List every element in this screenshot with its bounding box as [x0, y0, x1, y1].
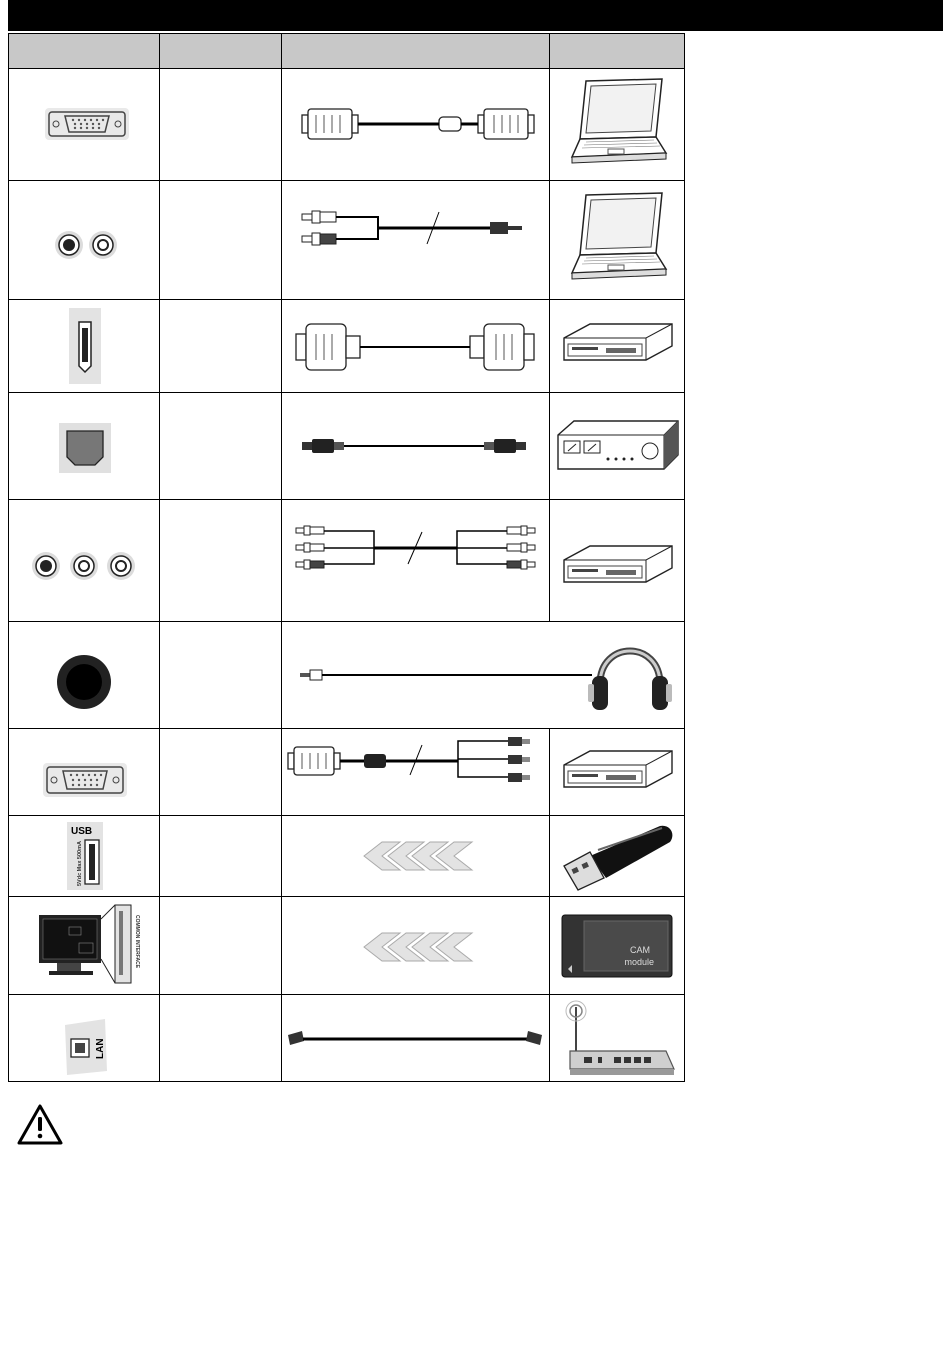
type-cell — [160, 393, 282, 500]
cable-cell — [282, 300, 550, 393]
cable-cell — [282, 897, 550, 995]
cam-label-line1: CAM — [630, 945, 650, 955]
audio-lr-jacks-icon — [9, 181, 159, 299]
table-header-row — [9, 34, 685, 69]
usb-rating-label: 5Vdc Max 500mA — [77, 841, 83, 886]
cable-cell — [282, 181, 550, 300]
column-header-type — [160, 34, 282, 69]
table-row — [9, 622, 685, 729]
tv-port-cell — [9, 181, 160, 300]
type-cell — [160, 69, 282, 181]
tv-port-cell — [9, 897, 160, 995]
device-cell — [550, 181, 685, 300]
ethernet-cable-icon — [282, 995, 549, 1081]
optical-cable-icon — [282, 393, 549, 499]
device-cell — [550, 897, 685, 995]
usb-label: USB — [71, 826, 93, 837]
hdmi-cable-icon — [282, 300, 549, 392]
device-cell — [550, 69, 685, 181]
cable-cell — [282, 995, 550, 1082]
av-jacks-icon — [9, 500, 159, 621]
router-icon — [550, 995, 684, 1081]
cable-cell — [282, 500, 550, 622]
table-row — [9, 729, 685, 816]
column-header-cables — [282, 34, 550, 69]
cable-cell — [282, 393, 550, 500]
laptop-icon — [550, 69, 684, 180]
dvd-player-icon — [550, 500, 684, 621]
table-row — [9, 995, 685, 1082]
type-cell — [160, 300, 282, 393]
type-cell — [160, 897, 282, 995]
table-row — [9, 500, 685, 622]
connection-table — [8, 33, 685, 1082]
usb-port-icon — [9, 816, 159, 896]
device-cell — [550, 300, 685, 393]
optical-port-icon — [9, 393, 159, 499]
column-header-device — [550, 34, 685, 69]
ci-slot-icon — [9, 897, 159, 994]
table-row — [9, 300, 685, 393]
tv-port-cell — [9, 300, 160, 393]
insert-arrows-icon — [282, 897, 549, 994]
table-row — [9, 69, 685, 181]
vga-port-icon — [9, 729, 159, 815]
tv-port-cell — [9, 816, 160, 897]
headphone-jack-icon — [9, 622, 159, 728]
type-cell — [160, 995, 282, 1082]
cable-device-cell — [282, 622, 685, 729]
cable-cell — [282, 69, 550, 181]
lan-label: LAN — [95, 1038, 106, 1059]
rca-to-minijack-cable-icon — [282, 181, 549, 299]
ci-label: COMMON INTERFACE — [134, 915, 140, 969]
table-row — [9, 181, 685, 300]
table-row — [9, 897, 685, 995]
dvd-player-icon — [550, 729, 684, 815]
tv-port-cell — [9, 995, 160, 1082]
headphone-cable-icon — [282, 622, 684, 728]
tv-port-cell — [9, 500, 160, 622]
type-cell — [160, 622, 282, 729]
amplifier-icon — [550, 393, 684, 499]
device-cell — [550, 500, 685, 622]
type-cell — [160, 729, 282, 816]
hdmi-port-icon — [9, 300, 159, 392]
type-cell — [160, 500, 282, 622]
device-cell — [550, 995, 685, 1082]
tv-port-cell — [9, 622, 160, 729]
rca-av-cable-icon — [282, 500, 549, 621]
cam-label-line2: module — [624, 957, 654, 967]
caution-triangle-icon — [16, 1103, 64, 1147]
insert-arrows-icon — [282, 816, 549, 896]
dvd-player-icon — [550, 300, 684, 392]
laptop-icon — [550, 181, 684, 299]
tv-port-cell — [9, 69, 160, 181]
device-cell — [550, 729, 685, 816]
vga-cable-icon — [282, 69, 549, 180]
cam-module-icon — [550, 897, 684, 994]
lan-port-icon — [9, 995, 159, 1081]
headphones-icon — [588, 651, 672, 710]
device-cell — [550, 816, 685, 897]
cable-cell — [282, 816, 550, 897]
cable-cell — [282, 729, 550, 816]
vga-to-component-cable-icon — [282, 729, 549, 815]
table-row — [9, 816, 685, 897]
table-row — [9, 393, 685, 500]
type-cell — [160, 816, 282, 897]
vga-port-icon — [9, 69, 159, 180]
header-bar — [8, 0, 943, 31]
tv-port-cell — [9, 729, 160, 816]
type-cell — [160, 181, 282, 300]
column-header-connector — [9, 34, 160, 69]
tv-port-cell — [9, 393, 160, 500]
usb-stick-icon — [550, 816, 684, 896]
device-cell — [550, 393, 685, 500]
